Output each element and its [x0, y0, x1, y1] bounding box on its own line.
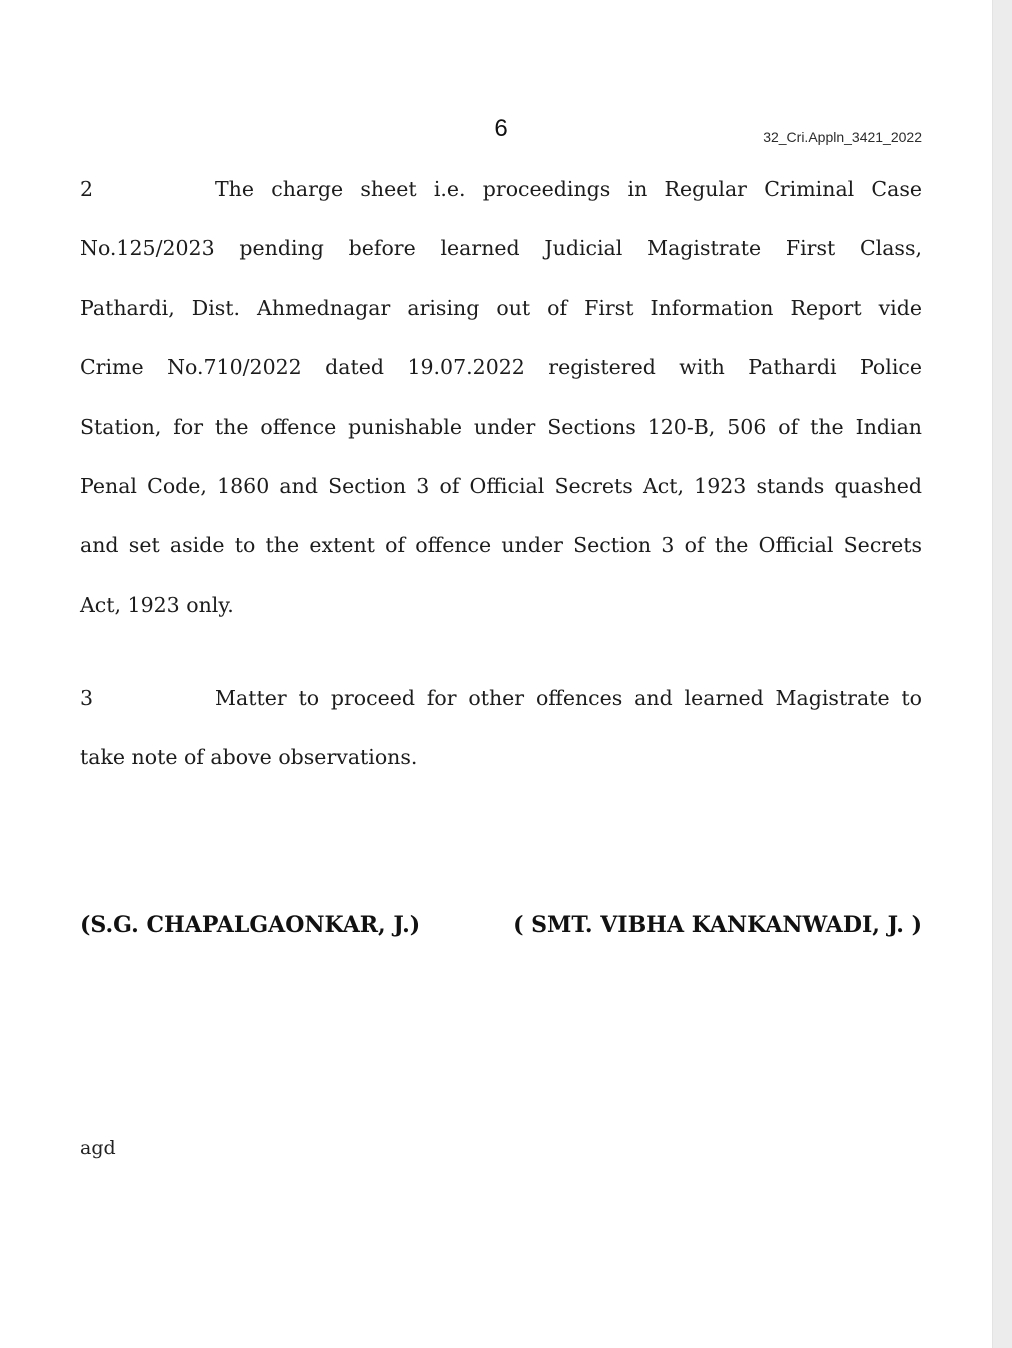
typist-initials: agd: [80, 1137, 116, 1159]
signature-right-judge: ( SMT. VIBHA KANKANWADI, J. ): [513, 912, 922, 938]
paragraph-2-text-line: Crime No.710/2022 dated 19.07.2022 registered with Pathardi Police: [80, 355, 922, 380]
paragraph-2-text-line: The charge sheet i.e. proceedings in Regular Criminal Case: [215, 177, 922, 201]
page-number: 6: [494, 115, 508, 142]
page-content: [80, 0, 922, 1348]
scan-edge-strip: [992, 0, 1012, 1348]
paragraph-2-text-line: Station, for the offence punishable under Sections 120-B, 506 of the Indian: [80, 414, 922, 439]
paragraph-3-text-line: take note of above observations.: [80, 745, 418, 770]
paragraph-3-line: [80, 669, 922, 728]
paragraph-2: [80, 160, 922, 635]
paragraph-2-text-line: Pathardi, Dist. Ahmednagar arising out of First Information Report vide: [80, 295, 922, 320]
paragraph-2-text-line: Act, 1923 only.: [80, 592, 234, 617]
paragraph-3-text-line: Matter to proceed for other offences and learned Magistrate to: [215, 686, 922, 710]
paragraph-3: [80, 669, 922, 788]
paragraph-2-text-line: and set aside to the extent of offence under Section 3 of the Official Secrets: [80, 533, 922, 558]
paragraph-2-number: 2: [80, 177, 94, 201]
paragraph-2-line: [80, 160, 922, 219]
case-reference: 32_Cri.Appln_3421_2022: [763, 129, 922, 145]
signature-left-judge: (S.G. CHAPALGAONKAR, J.): [80, 912, 421, 938]
paragraph-3-number: 3: [80, 686, 94, 710]
paragraph-2-text-line: No.125/2023 pending before learned Judicial Magistrate First Class,: [80, 236, 922, 261]
paragraph-2-text-line: Penal Code, 1860 and Section 3 of Official Secrets Act, 1923 stands quashed: [80, 473, 922, 498]
signature-row: [80, 910, 922, 940]
